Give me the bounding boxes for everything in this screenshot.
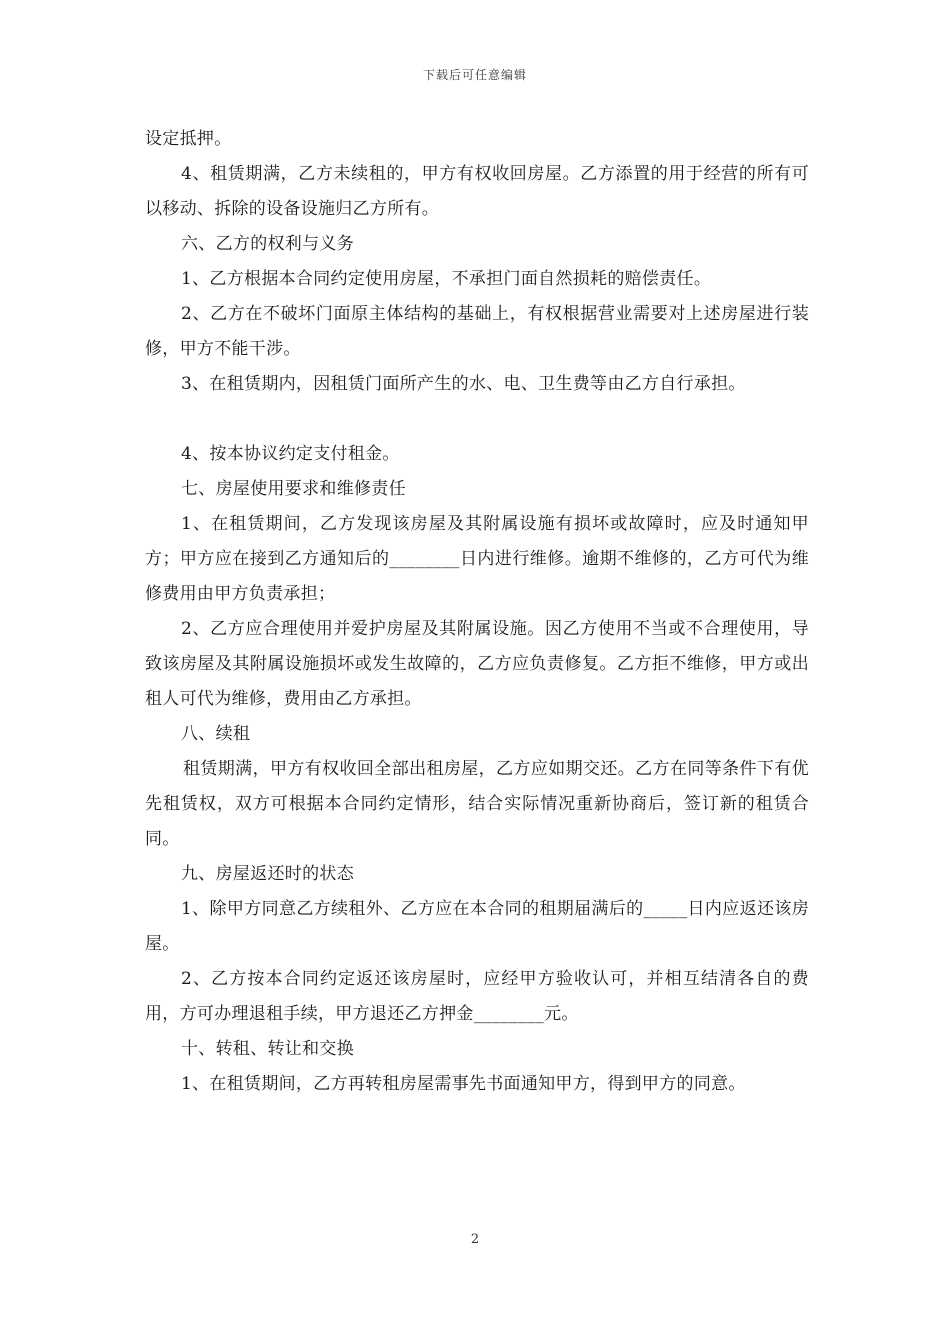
section-heading-9: 九、房屋返还时的状态 [181,864,354,884]
paragraph-7-2: 2、乙方应合理使用并爱护房屋及其附属设施。因乙方使用不当或不合理使用，导致该房屋及其附属设施损坏或发生故障的，乙方应负责修复。乙方拒不维修，甲方或出租人可代为维修，费用由乙方承担。 [145,619,809,709]
paragraph-10-1: 1、在租赁期间，乙方再转租房屋需事先书面通知甲方，得到甲方的同意。 [181,1074,746,1094]
section-heading-8: 八、续租 [181,724,251,744]
paragraph-6-2: 2、乙方在不破坏门面原主体结构的基础上，有权根据营业需要对上述房屋进行装修，甲方不能干涉。 [145,304,809,359]
section-heading-7: 七、房屋使用要求和维修责任 [181,479,406,499]
paragraph-lease-expiry: 4、租赁期满，乙方未续租的，甲方有权收回房屋。乙方添置的用于经营的所有可以移动、拆除的设备设施归乙方所有。 [145,164,809,219]
paragraph-8: 租赁期满，甲方有权收回全部出租房屋，乙方应如期交还。乙方在同等条件下有优先租赁权，双方可根据本合同约定情形，结合实际情况重新协商后，签订新的租赁合同。 [145,759,809,849]
paragraph-9-2: 2、乙方按本合同约定返还该房屋时，应经甲方验收认可，并相互结清各自的费用，方可办理退租手续，甲方退还乙方押金________元。 [145,969,809,1024]
section-heading-6: 六、乙方的权利与义务 [181,234,354,254]
document-body [145,122,809,1102]
blank-line [145,402,809,437]
paragraph-6-4: 4、按本协议约定支付租金。 [181,444,400,464]
paragraph-mortgage-end: 设定抵押。 [145,129,232,149]
page-number: 2 [470,1232,480,1247]
paragraph-6-1: 1、乙方根据本合同约定使用房屋，不承担门面自然损耗的赔偿责任。 [181,269,712,289]
paragraph-7-1: 1、在租赁期间，乙方发现该房屋及其附属设施有损坏或故障时，应及时通知甲方；甲方应在接到乙方通知后的________日内进行维修。逾期不维修的，乙方可代为维修费用由甲方负责承担； [145,514,809,604]
page-header: 下载后可任意编辑 [422,68,527,82]
section-heading-10: 十、转租、转让和交换 [181,1039,354,1059]
paragraph-9-1: 1、除甲方同意乙方续租外、乙方应在本合同的租期届满后的_____日内应返还该房屋。 [145,899,809,954]
paragraph-6-3: 3、在租赁期内，因租赁门面所产生的水、电、卫生费等由乙方自行承担。 [181,374,746,394]
